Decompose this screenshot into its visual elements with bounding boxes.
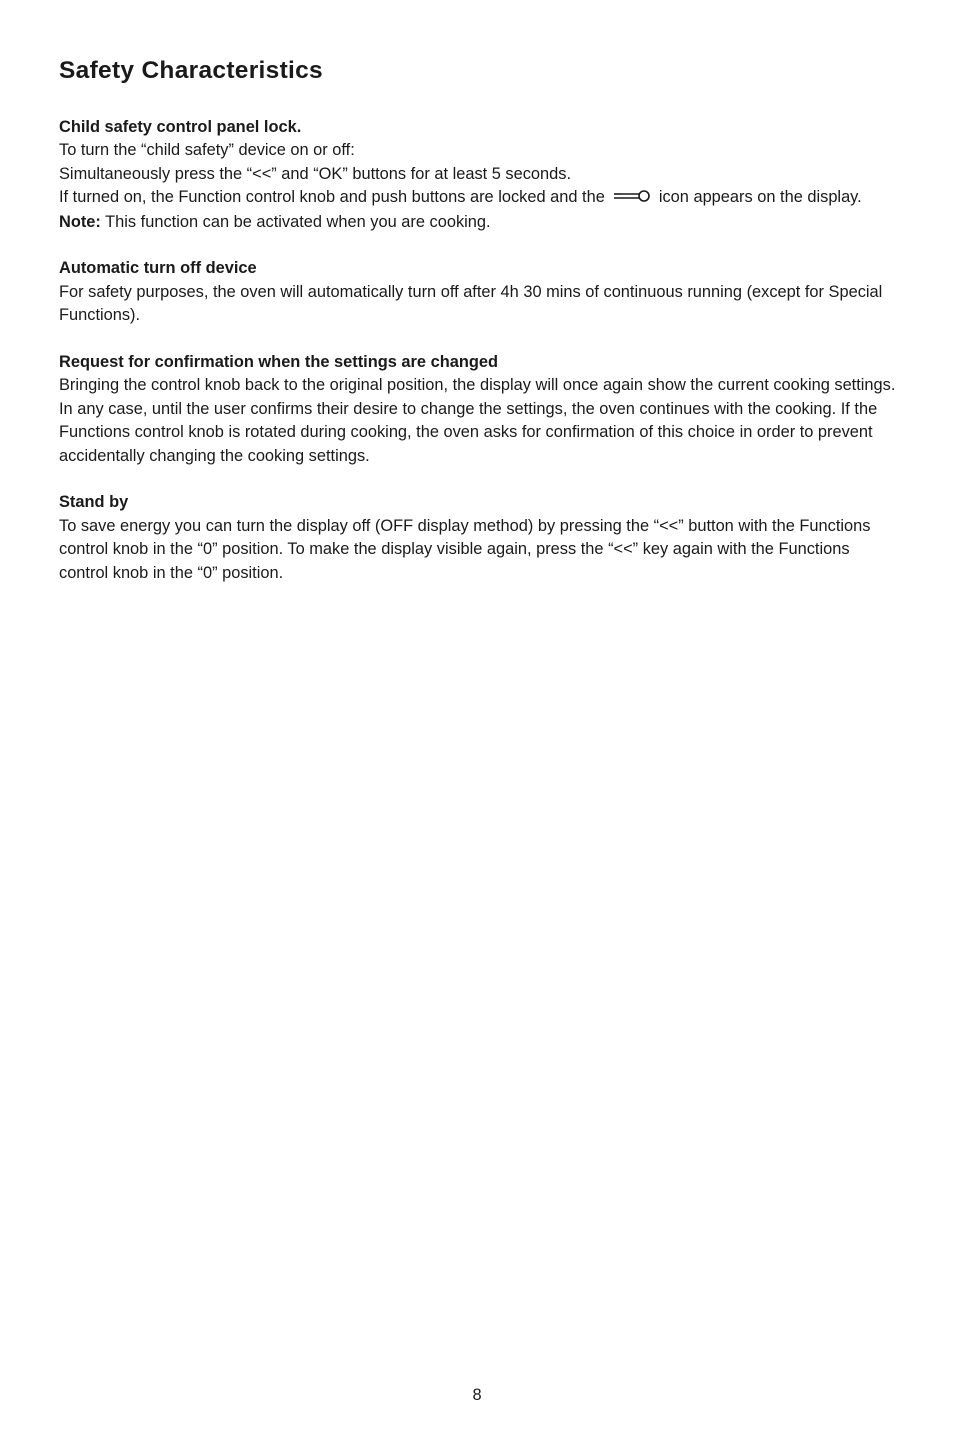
key-lock-icon [613, 187, 651, 210]
section-settings-confirmation [59, 351, 897, 468]
section-child-safety [59, 116, 897, 234]
section-heading: Stand by [59, 493, 129, 512]
section-heading: Child safety control panel lock. [59, 118, 302, 136]
document-body [59, 116, 897, 608]
section-auto-turn-off [59, 257, 897, 327]
note-text: This function can be activated when you are cooking. [100, 212, 491, 231]
note-paragraph [59, 211, 897, 234]
paragraph-text-before-icon: If turned on, the Function control knob and push buttons are locked and the [59, 188, 605, 207]
section-stand-by [59, 491, 897, 585]
paragraph-text-after-icon: icon appears on the display. [658, 188, 862, 207]
section-body: To save energy you can turn the display off (OFF display method) by pressing the “<<” button with the Functions control knob in the “0” position. To make the display visible again, press the “<<” key again with the Functions control knob in the “0” position. [59, 516, 871, 582]
note-label: Note: [59, 212, 101, 231]
section-body: For safety purposes, the oven will automatically turn off after 4h 30 mins of continuous running (except for Special Functions). [59, 282, 883, 325]
paragraph-line: To turn the “child safety” device on or off: [59, 141, 355, 160]
section-body: Bringing the control knob back to the original position, the display will once again show the current cooking settings. In any case, until the user confirms their desire to change the settings, the oven continues with the cooking. If the Functions control knob is rotated during cooking, the oven asks for confirmation of this choice in order to prevent accidentally changing the cooking settings. [59, 376, 896, 465]
page-title: Safety Characteristics [59, 57, 323, 84]
page-number: 8 [472, 1386, 482, 1404]
paragraph-line: Simultaneously press the “<<” and “OK” buttons for at least 5 seconds. [59, 164, 572, 183]
section-heading: Automatic turn off device [59, 259, 257, 278]
paragraph-with-icon [59, 186, 897, 210]
section-heading: Request for confirmation when the settings are changed [59, 353, 498, 372]
